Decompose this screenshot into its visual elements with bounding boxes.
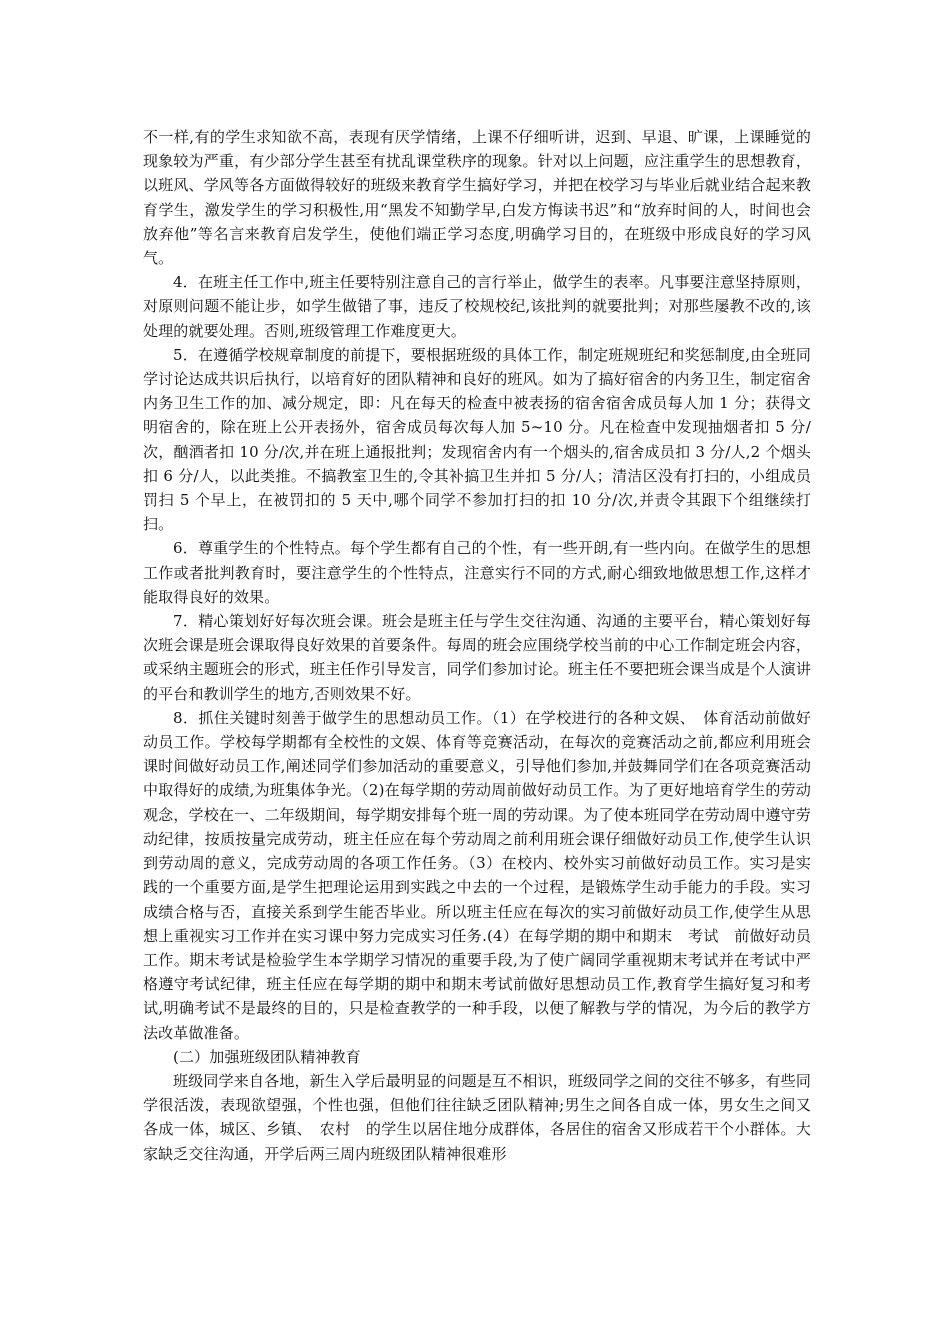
- paragraph-7: 班级同学来自各地，新生入学后最明显的问题是互不相识，班级同学之间的交往不够多，有些同学很活泼，表现欲望强，个性也强，但他们往往缺乏团队精神;男生之间各自成一体，男女生之间又各成一体，城区、乡镇、 农村 的学生以居住地分成群体，各居住的宿舍又形成若干个小群体。大家缺乏交往沟通，开学后两三周内班级团队精神很难形: [143, 1071, 811, 1163]
- section-heading: (二）加强班级团队精神教育: [173, 1047, 361, 1066]
- paragraph-3: 5．在遵循学校规章制度的前提下，要根据班级的具体工作，制定班规班纪和奖惩制度,由全班同学讨论达成共识后执行，以培育好的团队精神和良好的班风。如为了搞好宿舍的内务卫生，制定宿舍内务卫生工作的加、减分规定，即：凡在每天的检查中被表扬的宿舍宿舍成员每人加 1 分；获得文明宿舍的，除在班上公开表扬外，宿舍成员每次每人加 5~10 分。凡在检查中发现抽烟者扣 5 分/次，酗酒者扣 10 分/次,并在班上通报批判；发现宿舍内有一个烟头的,宿舍成员扣 3 分/人,2 个烟头扣 6 分/人，以此类推。不搞教室卫生的,令其补搞卫生并扣 5 分/人；清洁区没有打扫的，小组成员罚扫 5 个早上，在被罚扣的 5 天中,哪个同学不参加打扫的扣 10 分/次,并责令其跟下个组继续打扫。: [143, 345, 811, 534]
- paragraph-1: 不一样,有的学生求知欲不高，表现有厌学情绪，上课不仔细听讲，迟到、早退、旷课，上课睡觉的现象较为严重，有少部分学生甚至有扰乱课堂秩序的现象。针对以上问题，应注重学生的思想教育，以班风、学风等各方面做得较好的班级来教育学生搞好学习，并把在校学习与毕业后就业结合起来教育学生，激发学生的学习积极性,用“黑发不知勤学早,白发方悔读书迟”和“放弃时间的人，时间也会放弃他”等名言来教育启发学生，使他们端正学习态度,明确学习目的，在班级中形成良好的学习风气。: [143, 128, 811, 268]
- document-body: [143, 125, 811, 1166]
- paragraph-5: 7．精心策划好好每次班会课。班会是班主任与学生交往沟通、沟通的主要平台，精心策划好每次班会课是班会课取得良好效果的首要条件。每周的班会应围绕学校当前的中心工作制定班会内容，或采纳主题班会的形式，班主任作引导发言，同学们参加讨论。班主任不要把班会课当成是个人演讲的平台和教训学生的地方,否则效果不好。: [143, 612, 811, 703]
- paragraph-4: 6．尊重学生的个性特点。每个学生都有自己的个性，有一些开朗,有一些内向。在做学生的思想工作或者批判教育时，要注意学生的个性特点，注意实行不同的方式,耐心细致地做思想工作,这样才能取得良好的效果。: [143, 539, 811, 606]
- paragraph-2: 4．在班主任工作中,班主任要特别注意自己的言行举止，做学生的表率。凡事要注意坚持原则，对原则问题不能让步，如学生做错了事，违反了校规校纪,该批判的就要批判；对那些屡教不改的,该处理的就要处理。否则,班级管理工作难度更大。: [143, 273, 811, 340]
- paragraph-6: 8．抓住关键时刻善于做学生的思想动员工作。（1）在学校进行的各种文娱、 体育活动前做好动员工作。学校每学期都有全校性的文娱、体育等竞赛活动，在每次的竞赛活动之前,都应利用班会课时间做好动员工作,阐述同学们参加活动的重要意义，引导他们参加,并鼓舞同学们在各项竞赛活动中取得好的成绩,为班集体争光。（2)在每学期的劳动周前做好动员工作。为了更好地培育学生的劳动观念，学校在一、二年级期间，每学期安排每个班一周的劳动课。为了使本班同学在劳动周中遵守劳动纪律，按质按量完成劳动，班主任应在每个劳动周之前利用班会课仔细做好动员工作,使学生认识到劳动周的意义，完成劳动周的各项工作任务。（3）在校内、校外实习前做好动员工作。实习是实践的一个重要方面,是学生把理论运用到实践之中去的一个过程，是锻炼学生动手能力的手段。实习成绩合格与否，直接关系到学生能否毕业。所以班主任应在每次的实习前做好动员工作,使学生从思想上重视实习工作并在实习课中努力完成实习任务.(4）在每学期的期中和期末 考试 前做好动员工作。期末考试是检验学生本学期学习情况的重要手段,为了使广阔同学重视期末考试并在考试中严格遵守考试纪律，班主任应在每学期的期中和期末考试前做好思想动员工作,教育学生搞好复习和考试,明确考试不是最终的目的，只是检查教学的一种手段，以便了解教与学的情况，为今后的教学方法改革做准备。: [143, 708, 811, 1042]
